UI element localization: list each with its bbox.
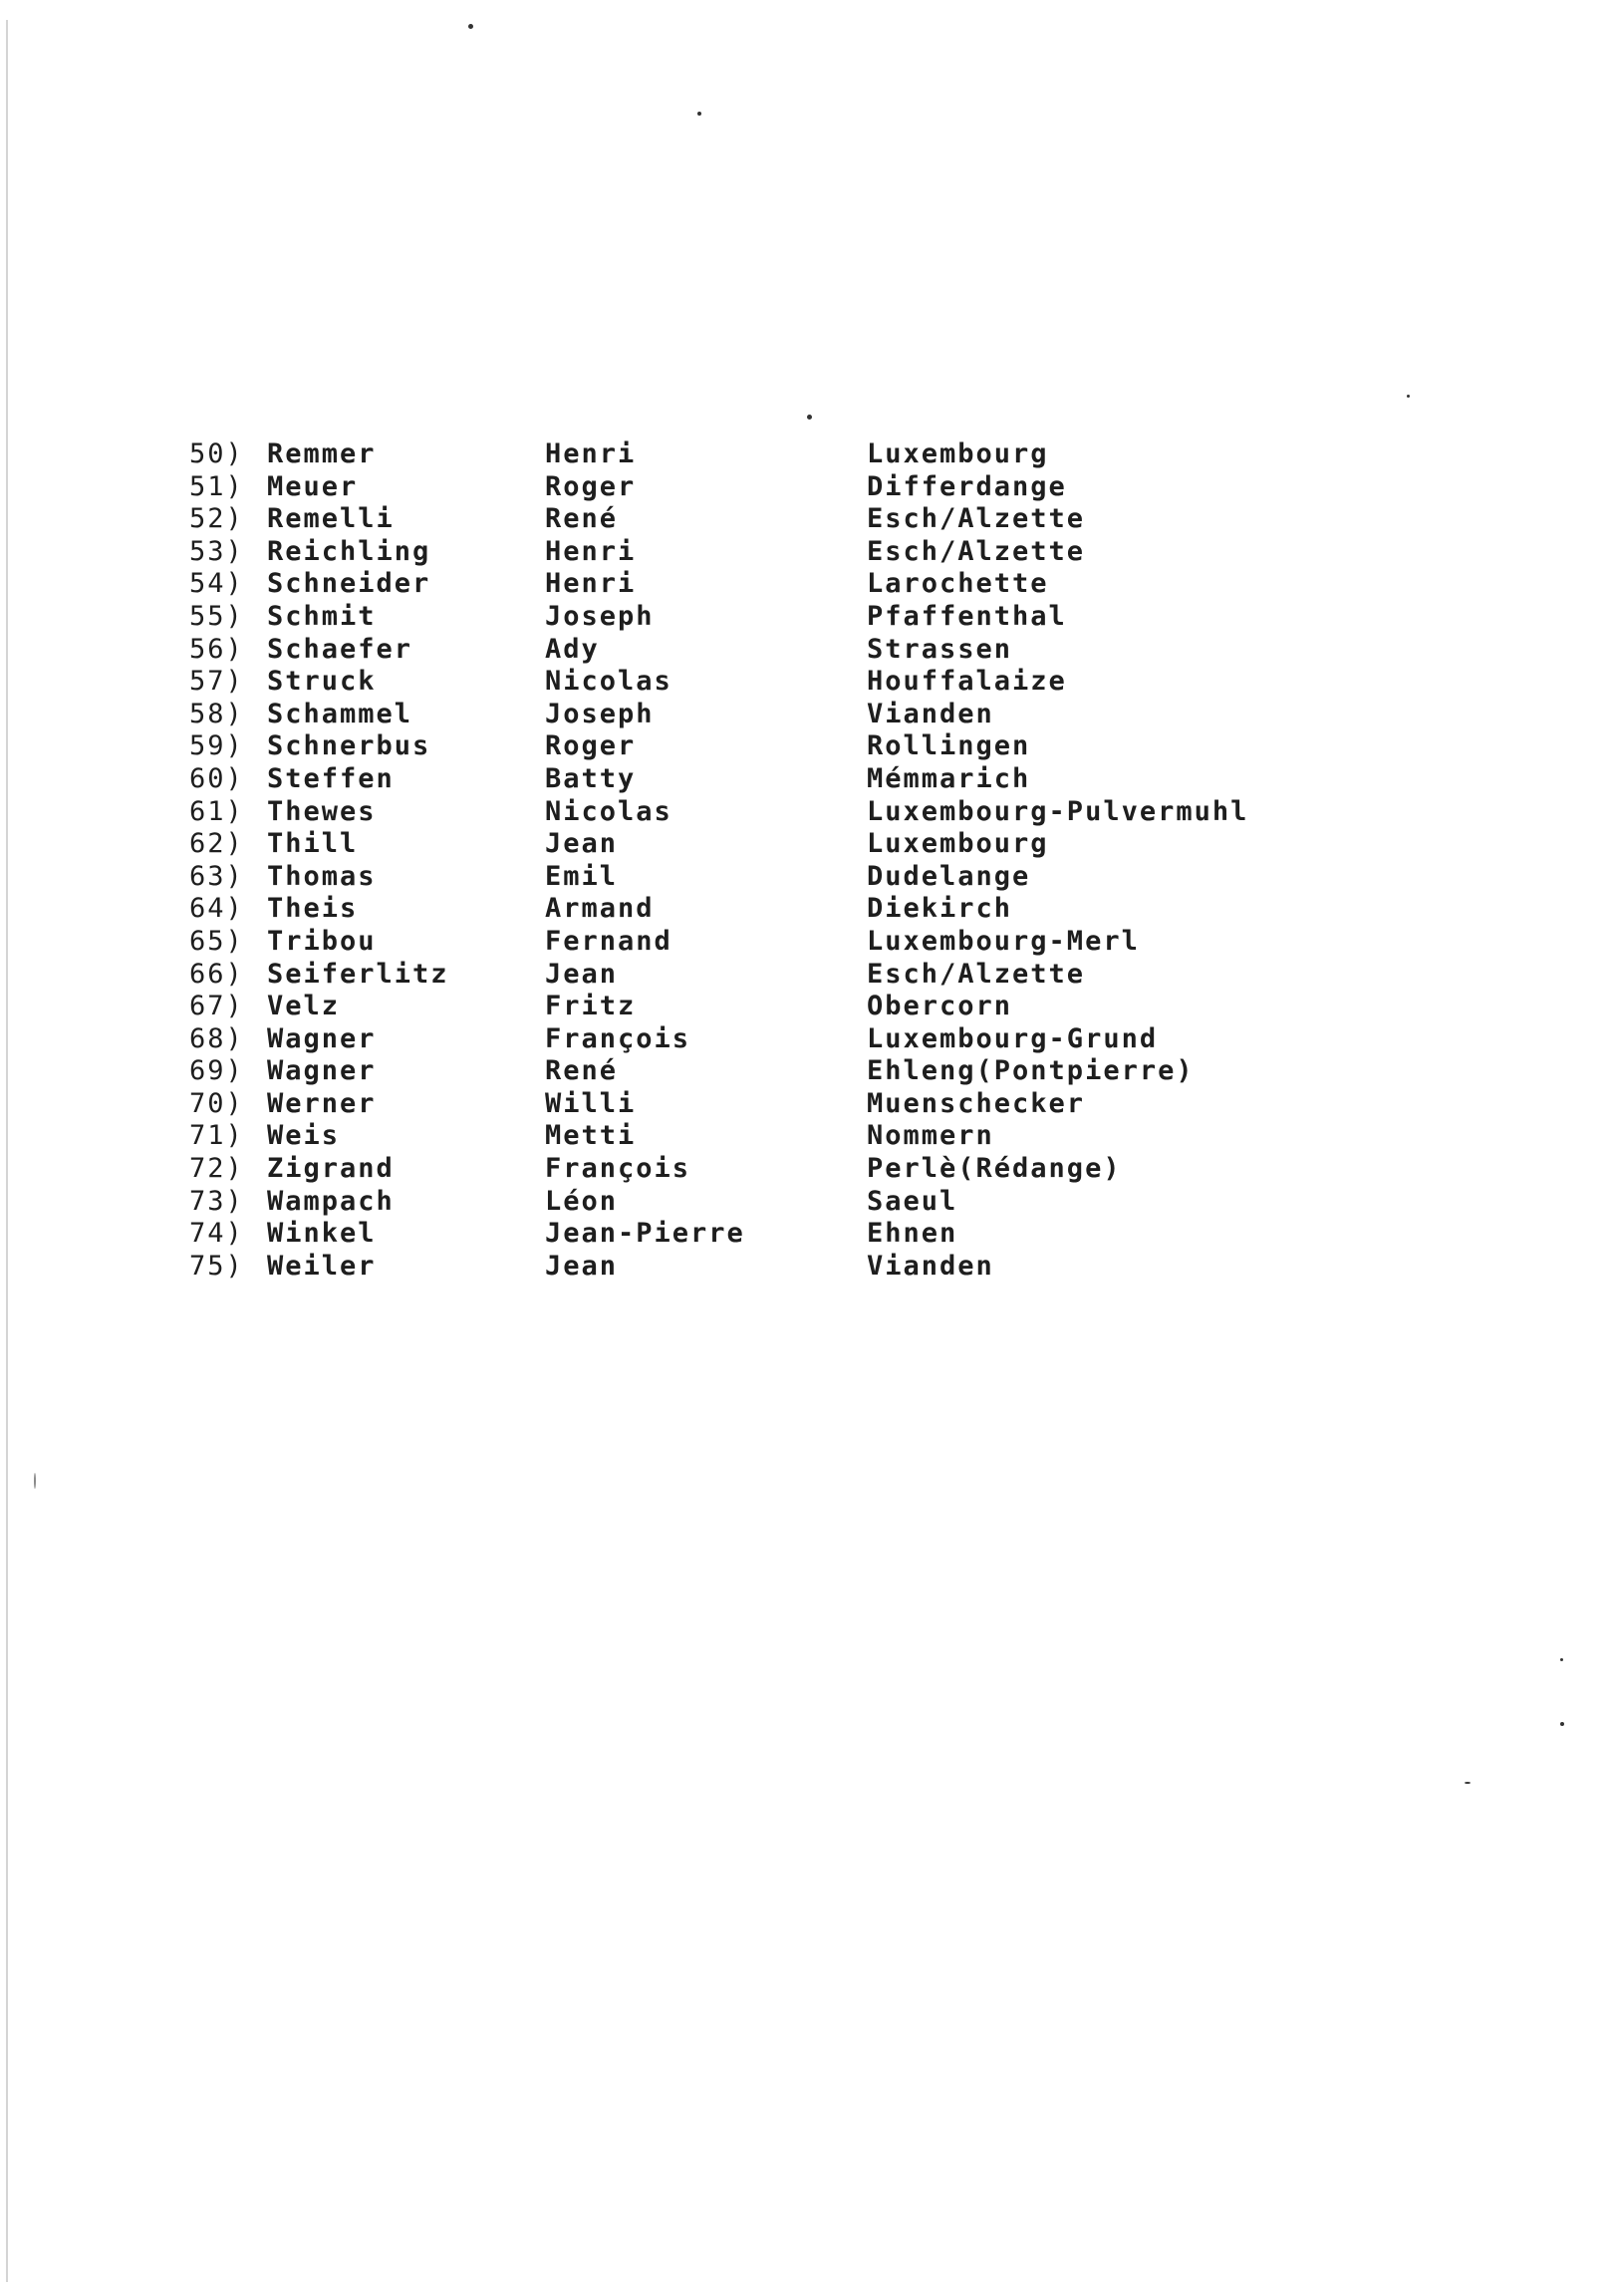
first-name: Roger <box>545 470 637 502</box>
last-name: Werner <box>267 1087 377 1119</box>
hometown: Luxembourg <box>867 828 1049 860</box>
first-name: Jean <box>545 1250 619 1282</box>
last-name: Thill <box>267 828 359 860</box>
roster-row <box>189 959 1385 992</box>
last-name: Wagner <box>267 1022 377 1054</box>
hometown: Houffalaize <box>867 666 1067 698</box>
hometown: Obercorn <box>867 991 1013 1022</box>
entry-number: 56) <box>189 633 244 665</box>
scan-speck <box>1560 1722 1564 1726</box>
scan-speck <box>697 112 701 116</box>
last-name: Weiler <box>267 1250 377 1282</box>
roster-row <box>189 1251 1385 1284</box>
hometown: Vianden <box>867 1250 994 1282</box>
entry-number: 66) <box>189 958 244 990</box>
roster-row <box>189 503 1385 536</box>
roster-row <box>189 1055 1385 1088</box>
hometown: Luxembourg-Pulvermuhl <box>867 795 1249 827</box>
hometown: Rollingen <box>867 730 1031 762</box>
roster-row <box>189 828 1385 861</box>
last-name: Weis <box>267 1120 341 1152</box>
last-name: Wagner <box>267 1055 377 1087</box>
first-name: Fritz <box>545 991 637 1022</box>
first-name: Willi <box>545 1087 637 1119</box>
entry-number: 52) <box>189 503 244 535</box>
hometown: Dudelange <box>867 860 1031 892</box>
entry-number: 75) <box>189 1250 244 1282</box>
first-name: Batty <box>545 762 637 794</box>
roster-row <box>189 699 1385 731</box>
hometown: Vianden <box>867 698 994 729</box>
entry-number: 74) <box>189 1218 244 1250</box>
last-name: Thewes <box>267 795 377 827</box>
last-name: Reichling <box>267 535 431 567</box>
entry-number: 60) <box>189 762 244 794</box>
roster-row <box>189 730 1385 763</box>
hometown: Esch/Alzette <box>867 535 1086 567</box>
first-name: Joseph <box>545 698 655 729</box>
scan-speck <box>807 415 812 420</box>
last-name: Zigrand <box>267 1153 395 1185</box>
last-name: Steffen <box>267 762 395 794</box>
hometown: Luxembourg-Grund <box>867 1022 1159 1054</box>
hometown: Mémmarich <box>867 762 1031 794</box>
roster-row <box>189 471 1385 504</box>
scan-speck <box>1407 395 1410 398</box>
roster-row <box>189 861 1385 894</box>
last-name: Winkel <box>267 1218 377 1250</box>
first-name: René <box>545 503 619 535</box>
scan-speck <box>1465 1782 1471 1784</box>
hometown: Nommern <box>867 1120 994 1152</box>
roster-row <box>189 666 1385 699</box>
name-roster <box>189 438 1385 1283</box>
entry-number: 68) <box>189 1022 244 1054</box>
hometown: Esch/Alzette <box>867 958 1086 990</box>
first-name: François <box>545 1153 691 1185</box>
last-name: Seiferlitz <box>267 958 449 990</box>
first-name: Henri <box>545 535 637 567</box>
entry-number: 54) <box>189 568 244 600</box>
entry-number: 58) <box>189 698 244 729</box>
first-name: Ady <box>545 633 600 665</box>
hometown: Esch/Alzette <box>867 503 1086 535</box>
roster-row <box>189 1218 1385 1251</box>
roster-row <box>189 1153 1385 1186</box>
last-name: Remmer <box>267 438 377 469</box>
entry-number: 70) <box>189 1087 244 1119</box>
hometown: Ehleng(Pontpierre) <box>867 1055 1195 1087</box>
first-name: Jean <box>545 828 619 860</box>
roster-row <box>189 991 1385 1023</box>
entry-number: 62) <box>189 828 244 860</box>
first-name: François <box>545 1022 691 1054</box>
entry-number: 69) <box>189 1055 244 1087</box>
hometown: Saeul <box>867 1185 958 1217</box>
entry-number: 67) <box>189 991 244 1022</box>
hometown: Differdange <box>867 470 1067 502</box>
roster-row <box>189 1088 1385 1121</box>
last-name: Schammel <box>267 698 413 729</box>
entry-number: 73) <box>189 1185 244 1217</box>
hometown: Luxembourg-Merl <box>867 925 1140 957</box>
first-name: Metti <box>545 1120 637 1152</box>
hometown: Muenschecker <box>867 1087 1086 1119</box>
first-name: Emil <box>545 860 619 892</box>
first-name: Armand <box>545 893 655 925</box>
first-name: Jean <box>545 958 619 990</box>
first-name: Joseph <box>545 600 655 632</box>
first-name: Léon <box>545 1185 619 1217</box>
last-name: Struck <box>267 666 377 698</box>
first-name: Henri <box>545 568 637 600</box>
hometown: Larochette <box>867 568 1049 600</box>
last-name: Wampach <box>267 1185 395 1217</box>
page-edge <box>6 20 8 2282</box>
first-name: René <box>545 1055 619 1087</box>
roster-row <box>189 796 1385 829</box>
entry-number: 72) <box>189 1153 244 1185</box>
roster-row <box>189 1186 1385 1219</box>
last-name: Schnerbus <box>267 730 431 762</box>
hometown: Luxembourg <box>867 438 1049 469</box>
roster-row <box>189 601 1385 634</box>
first-name: Henri <box>545 438 637 469</box>
first-name: Jean-Pierre <box>545 1218 745 1250</box>
entry-number: 65) <box>189 925 244 957</box>
last-name: Remelli <box>267 503 395 535</box>
entry-number: 50) <box>189 438 244 469</box>
entry-number: 63) <box>189 860 244 892</box>
roster-row <box>189 438 1385 471</box>
scan-speck <box>468 24 473 29</box>
entry-number: 71) <box>189 1120 244 1152</box>
entry-number: 59) <box>189 730 244 762</box>
last-name: Schneider <box>267 568 431 600</box>
first-name: Roger <box>545 730 637 762</box>
last-name: Theis <box>267 893 359 925</box>
first-name: Fernand <box>545 925 672 957</box>
last-name: Schmit <box>267 600 377 632</box>
roster-row <box>189 568 1385 601</box>
roster-row <box>189 763 1385 796</box>
last-name: Velz <box>267 991 341 1022</box>
hometown: Pfaffenthal <box>867 600 1067 632</box>
entry-number: 55) <box>189 600 244 632</box>
last-name: Tribou <box>267 925 377 957</box>
first-name: Nicolas <box>545 795 672 827</box>
hometown: Ehnen <box>867 1218 958 1250</box>
entry-number: 53) <box>189 535 244 567</box>
roster-row <box>189 634 1385 667</box>
hometown: Strassen <box>867 633 1013 665</box>
roster-row <box>189 926 1385 959</box>
scan-speck <box>34 1473 36 1489</box>
hometown: Perlè(Rédange) <box>867 1153 1122 1185</box>
roster-row <box>189 1120 1385 1153</box>
first-name: Nicolas <box>545 666 672 698</box>
entry-number: 61) <box>189 795 244 827</box>
roster-row <box>189 536 1385 569</box>
last-name: Meuer <box>267 470 359 502</box>
entry-number: 51) <box>189 470 244 502</box>
entry-number: 57) <box>189 666 244 698</box>
roster-row <box>189 893 1385 926</box>
last-name: Schaefer <box>267 633 413 665</box>
hometown: Diekirch <box>867 893 1013 925</box>
scan-speck <box>1560 1658 1563 1661</box>
last-name: Thomas <box>267 860 377 892</box>
roster-row <box>189 1023 1385 1056</box>
entry-number: 64) <box>189 893 244 925</box>
